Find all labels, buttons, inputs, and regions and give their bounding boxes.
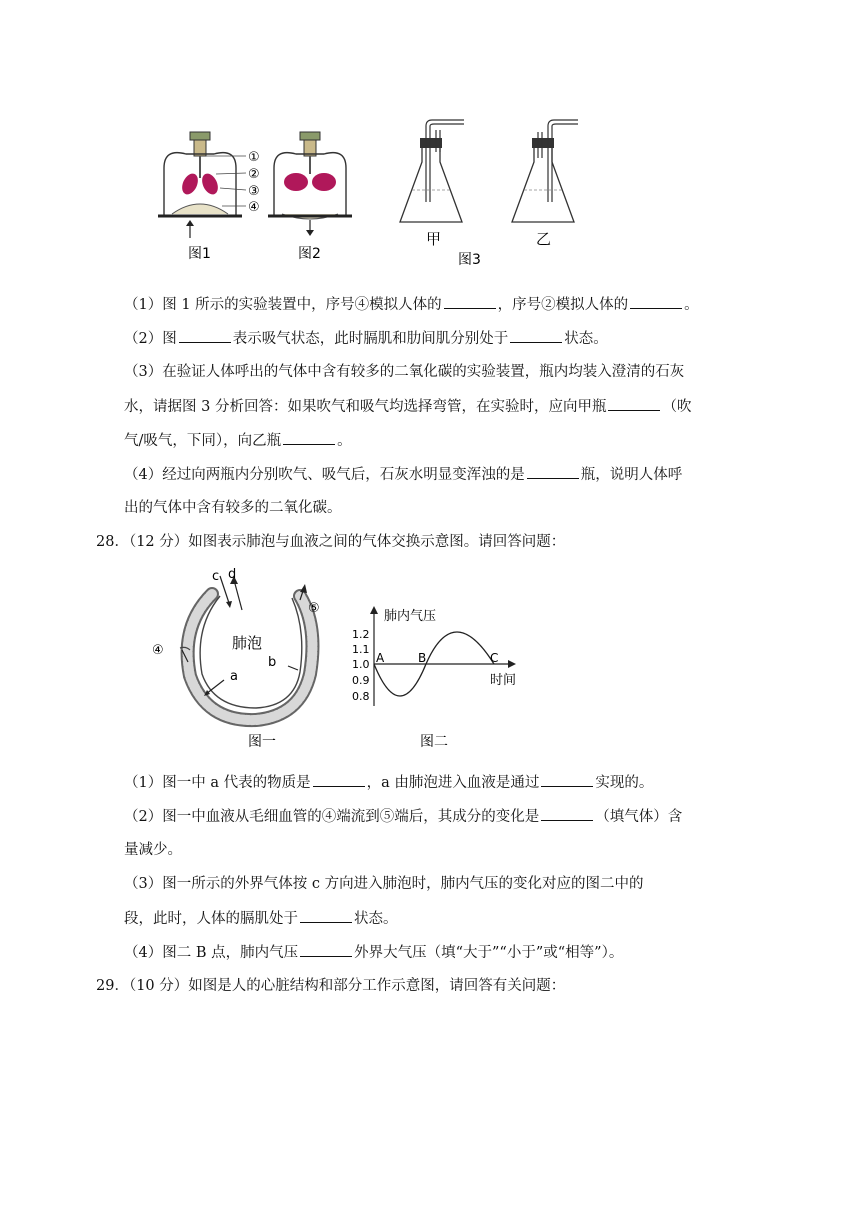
q28-sub3-line2 <box>124 908 398 929</box>
q29-heading <box>96 976 565 996</box>
q27-sub4-text-2: 出的气体中含有较多的二氧化碳。 <box>124 500 342 516</box>
caption-fig1: 图1 <box>188 246 211 262</box>
label-4: ④ <box>152 643 164 658</box>
q27-sub3-text-2b: （吹 <box>662 399 692 415</box>
q28-sub1-text-b: ，a 由肺泡进入血液是通过 <box>366 775 540 791</box>
q27-sub1-text-c: 。 <box>684 297 699 313</box>
bell-jar-fig1 <box>158 132 242 238</box>
q28-sub1-text-a: （1）图一中 a 代表的物质是 <box>124 775 311 791</box>
answer-blank[interactable] <box>300 908 352 923</box>
label-3: ③ <box>248 184 260 199</box>
q27-sub2-text-c: 状态。 <box>564 331 608 347</box>
ytick-1-0: 1.0 <box>352 658 370 671</box>
q28-sub3-text-1: （3）图一所示的外界气体按 c 方向进入肺泡时，肺内气压的变化对应的图二中的 <box>124 876 644 892</box>
label-5: ⑤ <box>308 601 320 616</box>
q27-sub4-text-1a: （4）经过向两瓶内分别吹气、吸气后，石灰水明显变浑浊的是 <box>124 467 525 483</box>
bell-jar-fig2 <box>268 132 352 236</box>
label-1: ① <box>248 150 260 165</box>
answer-blank[interactable] <box>527 464 579 479</box>
figure-top-apparatus <box>150 118 590 278</box>
answer-blank[interactable] <box>608 396 660 411</box>
q27-sub4-line2 <box>124 498 342 518</box>
label-2: ② <box>248 167 260 182</box>
q27-sub4-line1 <box>124 464 682 485</box>
label-d: d <box>228 567 237 582</box>
label-4: ④ <box>248 200 260 215</box>
point-b: B <box>418 651 427 665</box>
x-axis-label: 时间 <box>490 673 517 688</box>
q28-sub1 <box>124 772 653 793</box>
answer-blank[interactable] <box>179 328 231 343</box>
q28-sub2-text-2: 量减少。 <box>124 842 182 858</box>
q27-sub2 <box>124 328 608 349</box>
q27-sub3-text-3a: 气/吸气，下同），向乙瓶 <box>124 433 282 449</box>
caption-fig-two: 图二 <box>420 734 448 750</box>
q27-sub3-line3 <box>124 430 352 451</box>
q28-heading <box>96 532 565 552</box>
q28-sub2-text-a: （2）图一中血液从毛细血管的④端流到⑤端后，其成分的变化是 <box>124 809 540 825</box>
q27-sub3-text-1: （3）在验证人体呼出的气体中含有较多的二氧化碳的实验装置，瓶内均装入澄清的石灰 <box>124 364 685 380</box>
q28-sub3-line1 <box>124 874 644 894</box>
ytick-0-9: 0.9 <box>352 674 370 687</box>
ytick-1-2: 1.2 <box>352 628 370 641</box>
q28-sub4-text-a: （4）图二 B 点，肺内气压 <box>124 945 299 961</box>
answer-blank[interactable] <box>510 328 562 343</box>
q27-sub3-line1 <box>124 362 684 382</box>
answer-blank[interactable] <box>300 942 352 957</box>
answer-blank[interactable] <box>541 806 593 821</box>
ytick-0-8: 0.8 <box>352 690 370 703</box>
q27-sub2-text-a: （2）图 <box>124 331 177 347</box>
q27-sub1-text-b: ，序号②模拟人体的 <box>497 297 629 313</box>
q28-sub2-line1 <box>124 806 682 827</box>
figure-pressure-graph <box>350 600 530 756</box>
label-a: a <box>230 669 238 684</box>
point-c: C <box>490 651 499 665</box>
caption-fig-one: 图一 <box>248 734 276 750</box>
q28-sub3-text-2a: 段，此时，人体的膈肌处于 <box>124 911 298 927</box>
q28-sub3-text-2b: 状态。 <box>354 911 398 927</box>
answer-blank[interactable] <box>541 772 593 787</box>
q27-sub3-line2 <box>124 396 691 417</box>
label-b: b <box>268 655 277 670</box>
answer-blank[interactable] <box>283 430 335 445</box>
flask-yi <box>512 120 578 222</box>
q27-sub4-text-1b: 瓶，说明人体呼 <box>580 467 683 483</box>
q27-sub1-text-a: （1）图 1 所示的实验装置中，序号④模拟人体的 <box>124 297 442 313</box>
q28-sub4 <box>124 942 623 963</box>
q27-sub3-text-3b: 。 <box>337 433 352 449</box>
label-yi: 乙 <box>536 230 552 248</box>
ytick-1-1: 1.1 <box>352 643 370 656</box>
caption-fig3: 图3 <box>458 252 481 268</box>
answer-blank[interactable] <box>444 294 496 309</box>
q28-sub1-text-c: 实现的。 <box>595 775 654 791</box>
answer-blank[interactable] <box>630 294 682 309</box>
point-a: A <box>376 651 385 665</box>
label-c: c <box>212 569 220 584</box>
q27-sub3-text-2a: 水，请据图 3 分析回答：如果吹气和吸气均选择弯管，在实验时，应向甲瓶 <box>124 399 607 415</box>
q27-sub1 <box>124 294 699 315</box>
label-jia: 甲 <box>426 230 442 248</box>
y-axis-label: 肺内气压 <box>384 609 437 624</box>
q28-sub2-line2 <box>124 840 182 860</box>
q28-heading-text: 28．（12 分）如图表示肺泡与血液之间的气体交换示意图。请回答问题： <box>96 534 566 550</box>
caption-fig2: 图2 <box>298 246 321 262</box>
figure-alveolus <box>150 566 340 756</box>
flask-jia <box>400 120 464 222</box>
q29-heading-text: 29．（10 分）如图是人的心脏结构和部分工作示意图，请回答有关问题： <box>96 978 566 994</box>
q28-sub2-text-b: （填气体）含 <box>595 809 683 825</box>
q27-sub2-text-b: 表示吸气状态，此时膈肌和肋间肌分别处于 <box>232 331 509 347</box>
label-alveolus: 肺泡 <box>232 634 263 652</box>
answer-blank[interactable] <box>313 772 365 787</box>
q28-sub4-text-b: 外界大气压（填“大于”“小于”或“相等”）。 <box>354 945 624 961</box>
